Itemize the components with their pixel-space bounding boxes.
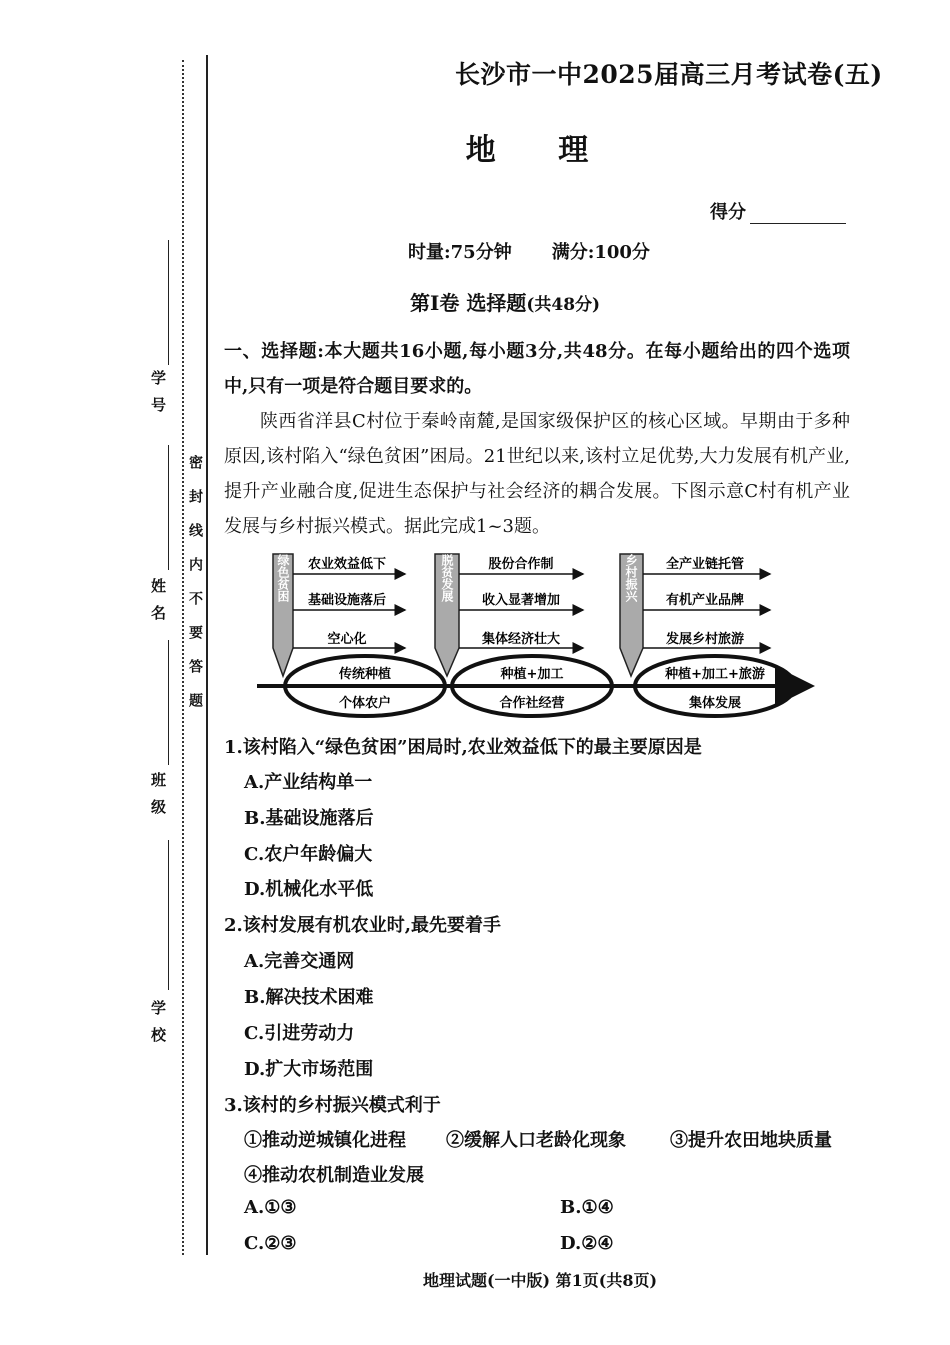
q3-option-d[interactable]: D.②④ xyxy=(560,1233,614,1254)
class-blank xyxy=(168,640,169,765)
seal-solid-line xyxy=(206,55,208,1255)
score-blank xyxy=(750,205,846,224)
q1-option-a[interactable]: A.产业结构单一 xyxy=(244,772,373,793)
oval-bottom-label: 集体发展 xyxy=(688,696,742,711)
page-footer: 地理试题(一中版) 第1页(共8页) xyxy=(422,1271,658,1290)
student-id-blank xyxy=(168,240,169,365)
class-label: 班级 xyxy=(149,772,167,826)
time-limit: 时量:75分钟 xyxy=(408,242,512,263)
q1-option-b[interactable]: B.基础设施落后 xyxy=(244,808,374,829)
stage-label: 乡村振兴 xyxy=(624,554,638,602)
oval-bottom-label: 个体农户 xyxy=(338,696,392,711)
q3-option-a[interactable]: A.①③ xyxy=(244,1197,297,1218)
q3-option-b[interactable]: B.①④ xyxy=(560,1197,614,1218)
stage-label: 脱贫发展 xyxy=(440,554,454,602)
stage-item: 空心化 xyxy=(327,632,367,647)
oval-top-label: 传统种植 xyxy=(338,667,392,682)
q2-option-b[interactable]: B.解决技术困难 xyxy=(244,987,374,1008)
q3-statement-1: ①推动逆城镇化进程 xyxy=(244,1130,406,1151)
rural-revitalization-diagram xyxy=(225,548,825,724)
student-id-label: 学号 xyxy=(149,370,167,424)
q1-option-c[interactable]: C.农户年龄偏大 xyxy=(244,844,373,865)
seal-warning-text: 密封线内不要答题 xyxy=(187,455,203,727)
section-title: 第Ⅰ卷 选择题 xyxy=(410,291,527,315)
q2-option-d[interactable]: D.扩大市场范围 xyxy=(244,1059,374,1080)
exam-title: 长沙市一中2025届高三月考试卷(五) xyxy=(455,60,883,89)
stage-item: 农业效益低下 xyxy=(307,557,387,572)
full-score: 满分:100分 xyxy=(551,242,650,263)
q2-option-a[interactable]: A.完善交通网 xyxy=(244,951,355,972)
q3-statement-3: ③提升农田地块质量 xyxy=(670,1130,832,1151)
stage-item: 集体经济壮大 xyxy=(481,632,561,647)
stage-item: 发展乡村旅游 xyxy=(665,632,745,647)
stage-poverty-relief xyxy=(435,553,612,716)
section-heading xyxy=(410,287,600,316)
exam-info xyxy=(408,238,650,264)
section-instructions: 一、选择题:本大题共16小题,每小题3分,共48分。在每小题给出的四个选项中,只有一项是符合题目要求的。 xyxy=(224,341,850,397)
name-blank xyxy=(168,445,169,570)
name-label: 姓名 xyxy=(149,578,167,632)
oval-top-label: 种植+加工+旅游 xyxy=(665,667,765,682)
stage-green-poverty xyxy=(273,553,445,716)
oval-bottom-label: 合作社经营 xyxy=(499,696,565,711)
stage-rural-revitalization xyxy=(620,553,795,716)
subject-title: 地 理 xyxy=(465,133,615,168)
score-label: 得分 xyxy=(710,202,746,223)
stage-item: 基础设施落后 xyxy=(307,593,387,608)
score-field xyxy=(710,198,846,224)
oval-top-label: 种植+加工 xyxy=(500,667,564,682)
question-3-stem: 3.该村的乡村振兴模式利于 xyxy=(224,1095,441,1116)
q3-option-c[interactable]: C.②③ xyxy=(244,1233,297,1254)
q1-option-d[interactable]: D.机械化水平低 xyxy=(244,879,374,900)
question-1-stem: 1.该村陷入“绿色贫困”困局时,农业效益低下的最主要原因是 xyxy=(224,737,702,758)
q3-statement-2: ②缓解人口老龄化现象 xyxy=(446,1130,626,1151)
stage-item: 有机产业品牌 xyxy=(665,593,745,608)
seal-dotted-line xyxy=(182,60,184,1255)
reading-passage: 陕西省洋县C村位于秦岭南麓,是国家级保护区的核心区域。早期由于多种原因,该村陷入“绿色贫困”困局。21世纪以来,该村立足优势,大力发展有机产业,提升产业融合度,促进生态保护与社会经济的耦合发展。下图示意C村有机产业发展与乡村振兴模式。据此完成1~3题。 xyxy=(224,411,850,537)
q3-statement-4: ④推动农机制造业发展 xyxy=(244,1165,424,1186)
question-2-stem: 2.该村发展有机农业时,最先要着手 xyxy=(224,915,502,936)
stage-item: 全产业链托管 xyxy=(665,557,745,572)
stage-item: 股份合作制 xyxy=(488,557,554,572)
school-label: 学校 xyxy=(149,1000,167,1054)
school-blank xyxy=(168,840,169,990)
q2-option-c[interactable]: C.引进劳动力 xyxy=(244,1023,355,1044)
stage-item: 收入显著增加 xyxy=(481,593,561,608)
section-note: (共48分) xyxy=(526,295,601,315)
stage-label: 绿色贫困 xyxy=(276,554,290,602)
